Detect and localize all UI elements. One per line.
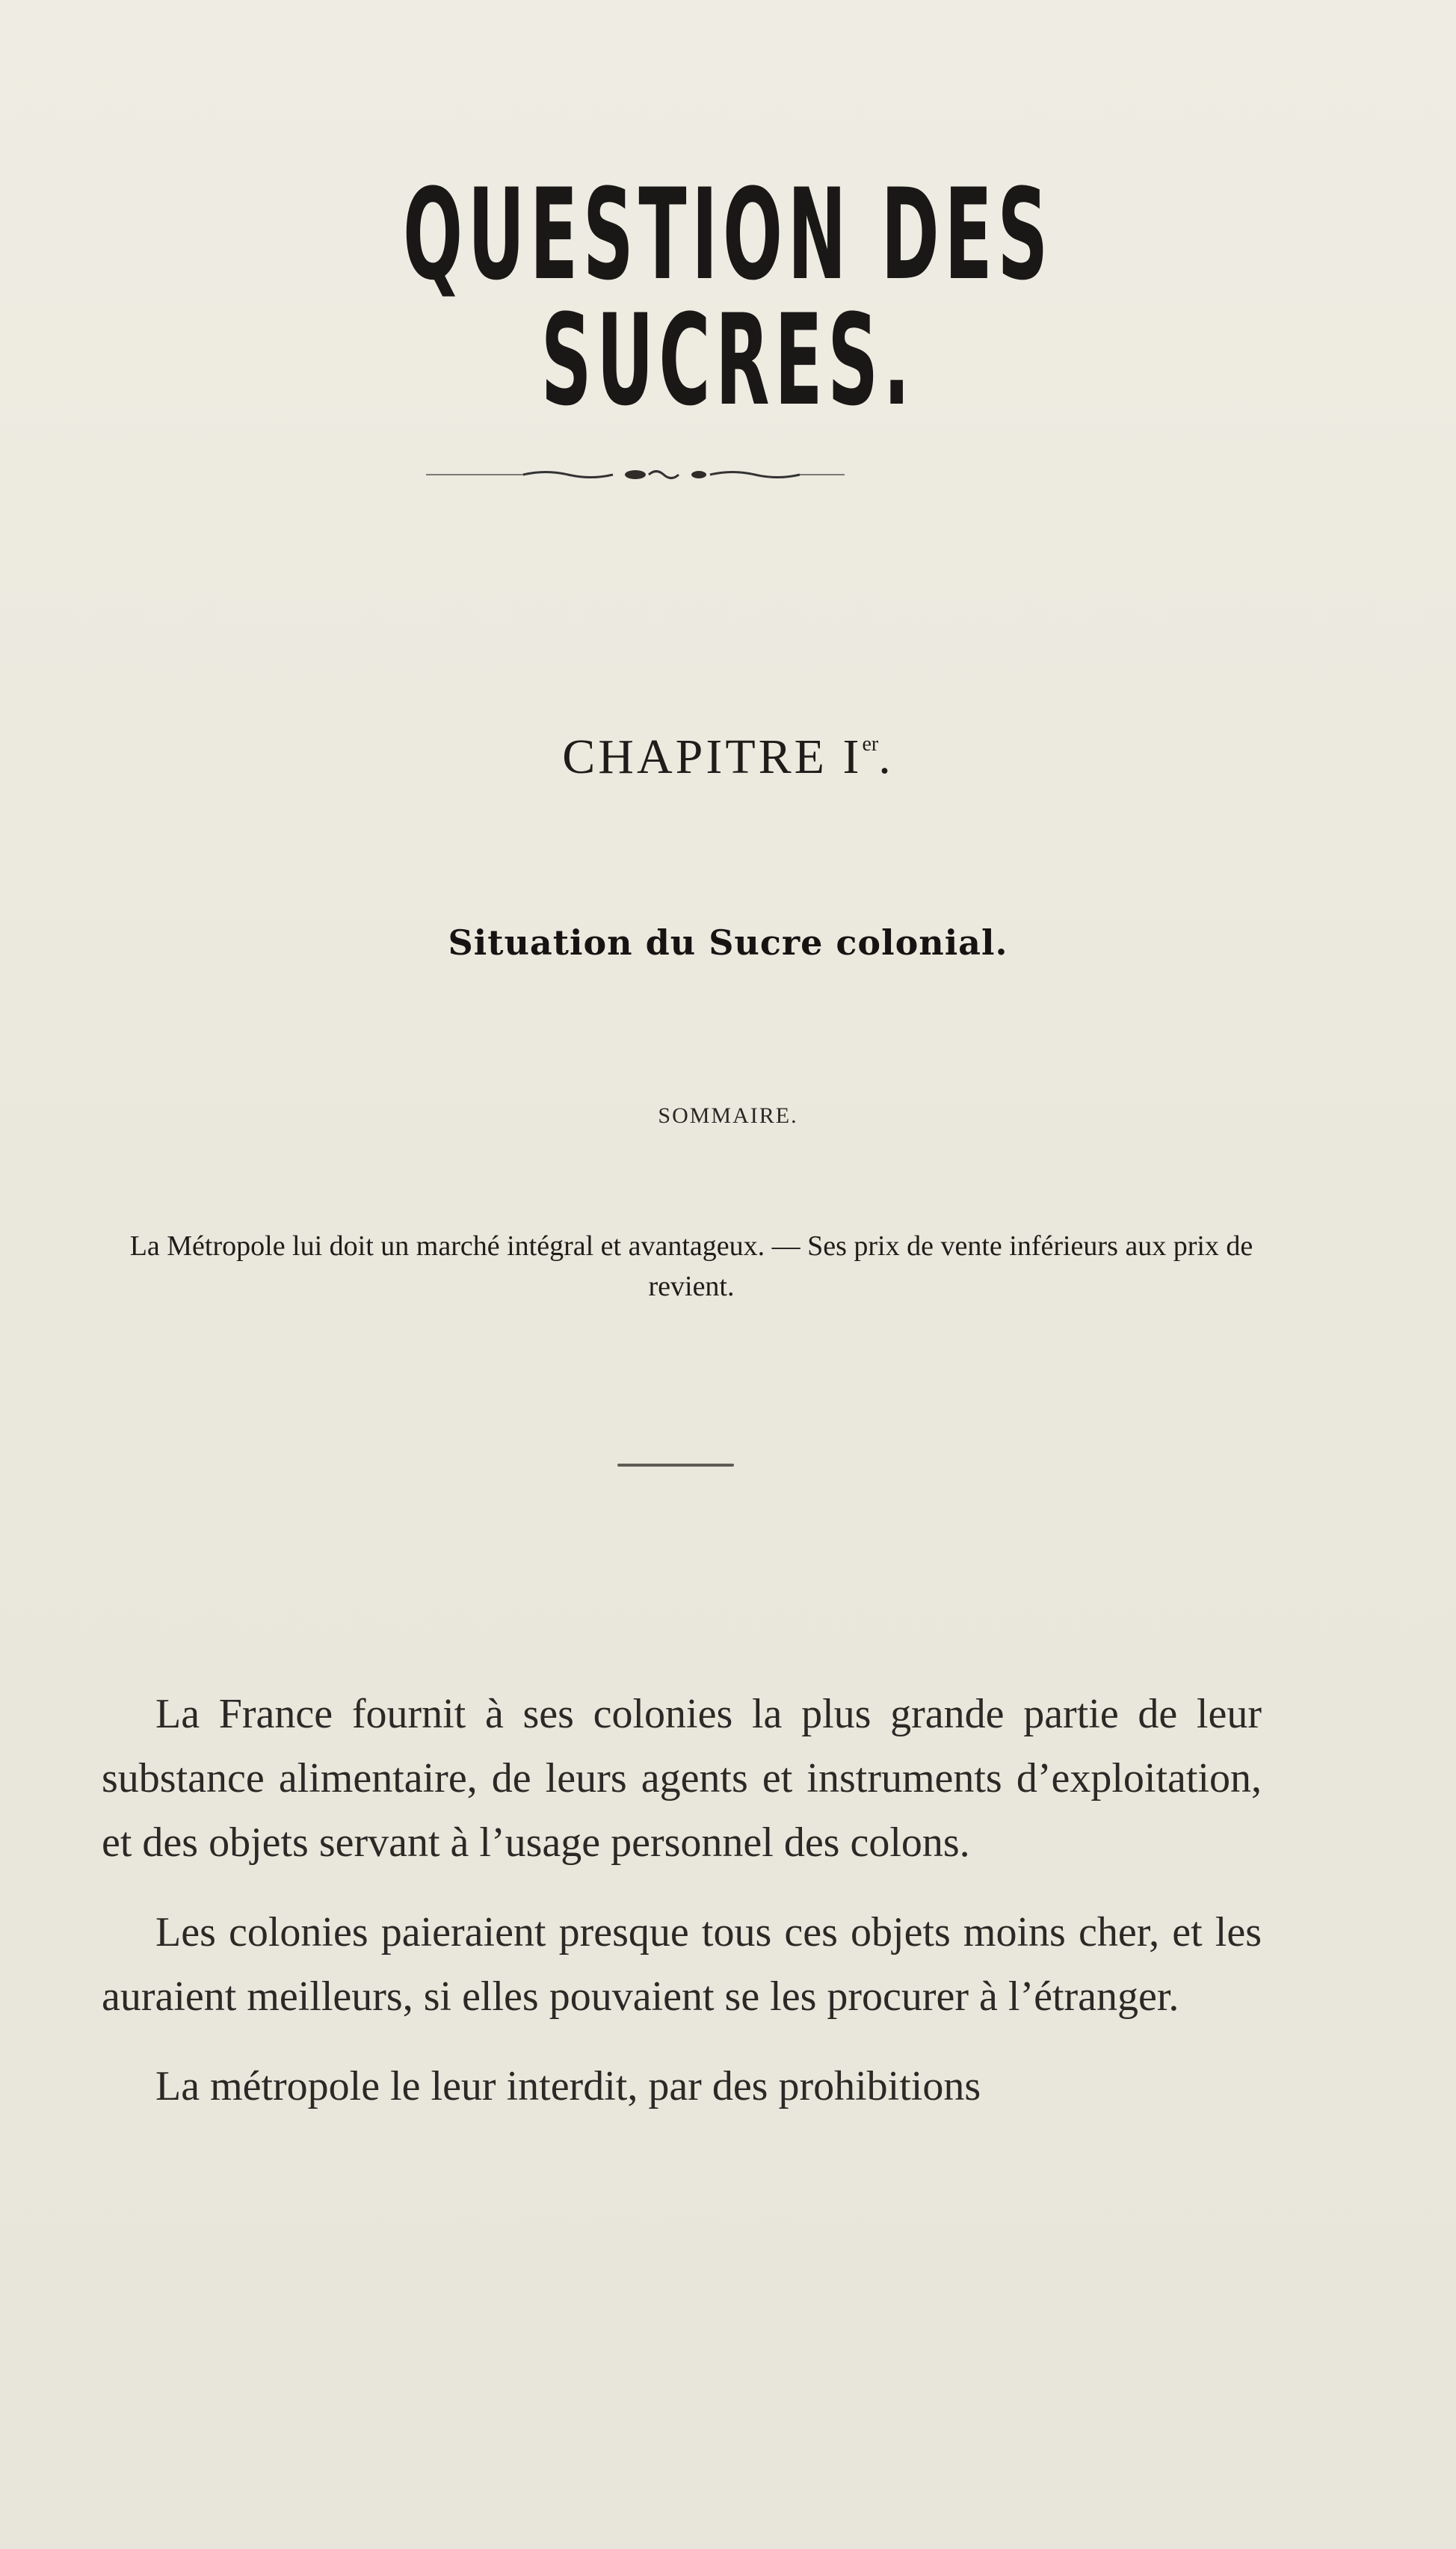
section-rule (617, 1464, 734, 1467)
ornament-divider (419, 463, 852, 486)
paragraph-1: La France fournit à ses colonies la plus grande partie de leur substance alimentaire, de leurs agents et instruments d’exploitation, et des objets servant à l’usage personnel des colons. (102, 1691, 1262, 1866)
chapter-label: CHAPITRE I (562, 730, 863, 784)
chapter-heading (0, 730, 1456, 784)
page-title: QUESTION DES SUCRES. (403, 161, 1053, 434)
summary-label: SOMMAIRE. (658, 1103, 798, 1128)
chapter-suffix: . (878, 730, 894, 784)
paragraph-2: Les colonies paieraient presque tous ces objets moins cher, et les auraient meilleurs, si elles pouvaient se les procurer à l’étranger. (102, 1909, 1262, 2020)
summary-text: La Métropole lui doit un marché intégral et avantageux. — Ses prix de vente inférieurs aux prix de revient. (129, 1230, 1253, 1302)
chapter-superscript: er (862, 733, 879, 756)
chapter-subtitle: Situation du Sucre colonial. (448, 922, 1008, 963)
paragraph-3: La métropole le leur interdit, par des prohibitions (155, 2063, 981, 2109)
body-text (102, 1682, 1262, 2144)
